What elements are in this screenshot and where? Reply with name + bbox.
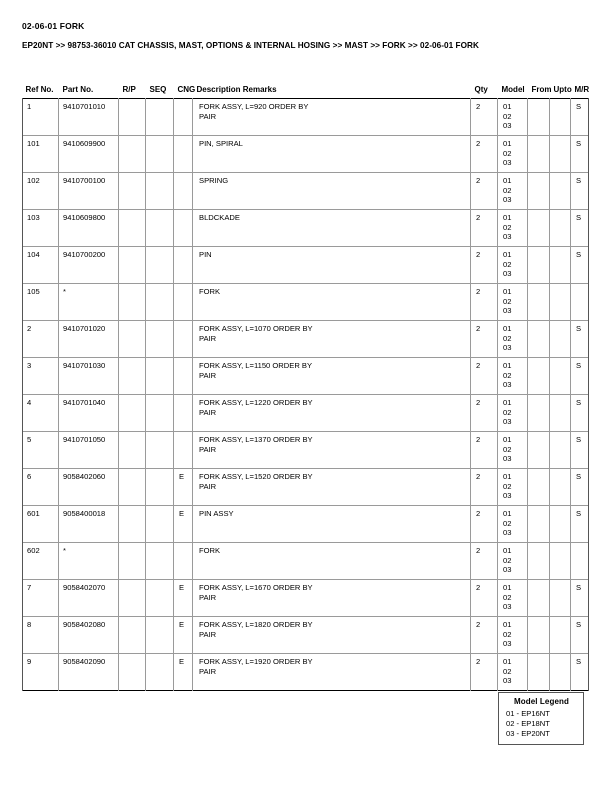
cell-upto <box>550 173 571 210</box>
cell-ref: 104 <box>23 247 59 284</box>
column-header-rp: R/P <box>122 85 136 94</box>
model-line: 01 <box>503 472 512 481</box>
model-line: 01 <box>503 250 512 259</box>
model-line: 01 <box>503 657 512 666</box>
table-row[interactable] <box>23 173 589 210</box>
model-line: 02 <box>503 518 512 528</box>
cell-cng <box>174 284 193 321</box>
cell-ref: 101 <box>23 136 59 173</box>
table-row[interactable] <box>23 617 589 654</box>
model-line: 03 <box>503 121 512 131</box>
cell-from <box>528 210 550 247</box>
cell-rp <box>119 580 146 617</box>
cell-seq <box>146 654 174 691</box>
cell-cng <box>174 247 193 284</box>
table-body <box>23 99 589 691</box>
cell-seq <box>146 247 174 284</box>
model-line: 02 <box>503 333 512 343</box>
model-line: 03 <box>503 676 512 686</box>
table-row[interactable] <box>23 506 589 543</box>
cell-upto <box>550 580 571 617</box>
table-row[interactable] <box>23 432 589 469</box>
desc-line: FORK <box>199 287 221 296</box>
cell-qty: 2 <box>471 432 498 469</box>
cell-mr: S <box>571 580 589 617</box>
model-line: 03 <box>503 454 512 464</box>
model-line: 03 <box>503 417 512 427</box>
cell-ref: 9 <box>23 654 59 691</box>
cell-ref: 4 <box>23 395 59 432</box>
cell-seq <box>146 432 174 469</box>
cell-mr: S <box>571 617 589 654</box>
cell-seq <box>146 173 174 210</box>
cell-rp <box>119 543 146 580</box>
model-line: 03 <box>503 491 512 501</box>
desc-line: PAIR <box>199 407 217 417</box>
cell-cng <box>174 358 193 395</box>
cell-seq <box>146 506 174 543</box>
table-row[interactable] <box>23 469 589 506</box>
cell-upto <box>550 358 571 395</box>
cell-model <box>498 210 528 247</box>
cell-part: 9410609800 <box>59 210 119 247</box>
cell-from <box>528 506 550 543</box>
table-row[interactable] <box>23 654 589 691</box>
cell-from <box>528 617 550 654</box>
cell-upto <box>550 617 571 654</box>
cell-mr: S <box>571 432 589 469</box>
desc-line: PAIR <box>199 592 217 602</box>
model-line: 01 <box>503 546 512 555</box>
cell-part: 9410701010 <box>59 99 119 136</box>
cell-desc <box>193 210 471 247</box>
cell-model <box>498 617 528 654</box>
cell-qty: 2 <box>471 210 498 247</box>
cell-cng: E <box>174 617 193 654</box>
model-legend-item: 02 - EP18NT <box>506 719 550 728</box>
model-line: 01 <box>503 324 512 333</box>
desc-line: FORK ASSY, L=1520 ORDER BY <box>199 472 313 481</box>
table-header <box>23 85 589 99</box>
cell-desc <box>193 543 471 580</box>
desc-line: FORK ASSY, L=1070 ORDER BY <box>199 324 313 333</box>
model-legend-title: Model Legend <box>514 697 569 706</box>
cell-cng <box>174 173 193 210</box>
cell-model <box>498 469 528 506</box>
cell-upto <box>550 506 571 543</box>
cell-upto <box>550 247 571 284</box>
cell-cng <box>174 99 193 136</box>
cell-seq <box>146 358 174 395</box>
cell-cng <box>174 321 193 358</box>
cell-ref: 3 <box>23 358 59 395</box>
cell-qty: 2 <box>471 247 498 284</box>
cell-from <box>528 136 550 173</box>
table-row[interactable] <box>23 395 589 432</box>
cell-qty: 2 <box>471 321 498 358</box>
cell-from <box>528 543 550 580</box>
cell-desc <box>193 284 471 321</box>
model-line: 01 <box>503 102 512 111</box>
cell-seq <box>146 580 174 617</box>
model-line: 02 <box>503 148 512 158</box>
cell-cng <box>174 432 193 469</box>
model-line: 03 <box>503 232 512 242</box>
cell-from <box>528 580 550 617</box>
desc-line: FORK ASSY, L=1670 ORDER BY <box>199 583 313 592</box>
cell-part: * <box>59 284 119 321</box>
column-header-ref: Ref No. <box>25 85 54 94</box>
cell-qty: 2 <box>471 654 498 691</box>
model-line: 02 <box>503 481 512 491</box>
cell-qty: 2 <box>471 469 498 506</box>
cell-seq <box>146 321 174 358</box>
model-line: 02 <box>503 111 512 121</box>
cell-rp <box>119 506 146 543</box>
cell-from <box>528 395 550 432</box>
cell-desc <box>193 173 471 210</box>
cell-model <box>498 358 528 395</box>
cell-ref: 8 <box>23 617 59 654</box>
cell-qty: 2 <box>471 358 498 395</box>
cell-ref: 105 <box>23 284 59 321</box>
parts-table <box>22 85 589 691</box>
model-line: 02 <box>503 629 512 639</box>
desc-line: FORK <box>199 546 221 555</box>
cell-part: 9410700200 <box>59 247 119 284</box>
desc-line: PAIR <box>199 481 217 491</box>
cell-model <box>498 506 528 543</box>
cell-desc <box>193 358 471 395</box>
model-legend-item: 01 - EP16NT <box>506 709 550 718</box>
model-line: 01 <box>503 509 512 518</box>
cell-qty: 2 <box>471 543 498 580</box>
cell-mr: S <box>571 136 589 173</box>
desc-line: PAIR <box>199 111 217 121</box>
cell-part: 9410701050 <box>59 432 119 469</box>
cell-upto <box>550 210 571 247</box>
page-title: 02-06-01 FORK <box>22 21 85 31</box>
table-row[interactable] <box>23 136 589 173</box>
desc-line: PAIR <box>199 629 217 639</box>
cell-qty: 2 <box>471 580 498 617</box>
cell-from <box>528 173 550 210</box>
cell-part: 9410700100 <box>59 173 119 210</box>
cell-mr: S <box>571 99 589 136</box>
cell-cng <box>174 136 193 173</box>
cell-upto <box>550 99 571 136</box>
cell-qty: 2 <box>471 284 498 321</box>
cell-ref: 103 <box>23 210 59 247</box>
model-line: 01 <box>503 176 512 185</box>
desc-line: PAIR <box>199 333 217 343</box>
model-line: 03 <box>503 306 512 316</box>
model-line: 02 <box>503 555 512 565</box>
model-line: 01 <box>503 435 512 444</box>
cell-part: 9058402070 <box>59 580 119 617</box>
desc-line: PIN <box>199 250 212 259</box>
model-line: 02 <box>503 444 512 454</box>
cell-seq <box>146 99 174 136</box>
model-line: 01 <box>503 620 512 629</box>
desc-line: PIN, SPIRAL <box>199 139 243 148</box>
cell-part: * <box>59 543 119 580</box>
model-line: 01 <box>503 213 512 222</box>
cell-desc <box>193 432 471 469</box>
cell-upto <box>550 543 571 580</box>
cell-rp <box>119 99 146 136</box>
table-header-row <box>23 85 589 99</box>
column-header-upto: Upto <box>553 85 572 94</box>
table-row[interactable] <box>23 210 589 247</box>
model-line: 02 <box>503 185 512 195</box>
cell-desc <box>193 99 471 136</box>
cell-cng <box>174 543 193 580</box>
cell-model <box>498 136 528 173</box>
cell-model <box>498 321 528 358</box>
column-header-mr: M/R <box>574 85 590 94</box>
cell-model <box>498 654 528 691</box>
table-row[interactable] <box>23 543 589 580</box>
cell-seq <box>146 543 174 580</box>
model-line: 02 <box>503 666 512 676</box>
cell-upto <box>550 321 571 358</box>
cell-seq <box>146 395 174 432</box>
model-line: 03 <box>503 195 512 205</box>
table-row[interactable] <box>23 321 589 358</box>
model-line: 03 <box>503 602 512 612</box>
cell-from <box>528 321 550 358</box>
cell-ref: 5 <box>23 432 59 469</box>
desc-line: BLDCKADE <box>199 213 240 222</box>
cell-model <box>498 395 528 432</box>
cell-ref: 602 <box>23 543 59 580</box>
model-line: 03 <box>503 343 512 353</box>
model-line: 03 <box>503 565 512 575</box>
desc-line: FORK ASSY, L=920 ORDER BY <box>199 102 309 111</box>
cell-rp <box>119 284 146 321</box>
model-line: 01 <box>503 583 512 592</box>
cell-rp <box>119 136 146 173</box>
model-line: 03 <box>503 269 512 279</box>
cell-cng: E <box>174 580 193 617</box>
cell-desc <box>193 136 471 173</box>
cell-rp <box>119 358 146 395</box>
cell-model <box>498 432 528 469</box>
cell-upto <box>550 284 571 321</box>
cell-model <box>498 173 528 210</box>
cell-from <box>528 654 550 691</box>
cell-mr: S <box>571 395 589 432</box>
model-line: 03 <box>503 639 512 649</box>
cell-desc <box>193 321 471 358</box>
cell-ref: 102 <box>23 173 59 210</box>
cell-qty: 2 <box>471 506 498 543</box>
cell-part: 9410701020 <box>59 321 119 358</box>
cell-mr: S <box>571 210 589 247</box>
cell-ref: 2 <box>23 321 59 358</box>
cell-cng: E <box>174 506 193 543</box>
breadcrumb: EP20NT >> 98753-36010 CAT CHASSIS, MAST, OPTIONS & INTERNAL HOSING >> MAST >> FORK >> 02-06-01 FORK <box>22 41 479 50</box>
cell-part: 9058400018 <box>59 506 119 543</box>
cell-desc <box>193 580 471 617</box>
model-legend <box>498 692 584 745</box>
cell-qty: 2 <box>471 617 498 654</box>
cell-rp <box>119 654 146 691</box>
model-line: 02 <box>503 296 512 306</box>
cell-qty: 2 <box>471 99 498 136</box>
cell-ref: 1 <box>23 99 59 136</box>
model-line: 02 <box>503 592 512 602</box>
cell-seq <box>146 617 174 654</box>
cell-rp <box>119 247 146 284</box>
column-header-part: Part No. <box>62 85 94 94</box>
model-legend-item: 03 - EP20NT <box>506 729 550 738</box>
cell-desc <box>193 469 471 506</box>
cell-from <box>528 284 550 321</box>
cell-upto <box>550 136 571 173</box>
cell-model <box>498 543 528 580</box>
desc-line: SPRING <box>199 176 229 185</box>
cell-desc <box>193 506 471 543</box>
cell-desc <box>193 395 471 432</box>
desc-line: FORK ASSY, L=1150 ORDER BY <box>199 361 313 370</box>
cell-from <box>528 432 550 469</box>
desc-line: FORK ASSY, L=1220 ORDER BY <box>199 398 313 407</box>
table-row[interactable] <box>23 99 589 136</box>
cell-from <box>528 469 550 506</box>
model-line: 01 <box>503 139 512 148</box>
cell-cng <box>174 395 193 432</box>
cell-model <box>498 284 528 321</box>
cell-rp <box>119 173 146 210</box>
column-header-cng: CNG <box>177 85 196 94</box>
model-line: 01 <box>503 361 512 370</box>
cell-rp <box>119 469 146 506</box>
cell-rp <box>119 395 146 432</box>
model-line: 03 <box>503 528 512 538</box>
desc-line: FORK ASSY, L=1820 ORDER BY <box>199 620 313 629</box>
cell-seq <box>146 210 174 247</box>
cell-mr: S <box>571 173 589 210</box>
desc-line: PAIR <box>199 370 217 380</box>
cell-upto <box>550 432 571 469</box>
desc-line: PAIR <box>199 666 217 676</box>
cell-ref: 601 <box>23 506 59 543</box>
cell-mr <box>571 543 589 580</box>
cell-mr <box>571 284 589 321</box>
table-row[interactable] <box>23 358 589 395</box>
model-line: 01 <box>503 398 512 407</box>
model-legend-items <box>506 709 577 739</box>
desc-line: PIN ASSY <box>199 509 234 518</box>
cell-mr: S <box>571 321 589 358</box>
model-line: 02 <box>503 370 512 380</box>
cell-cng: E <box>174 469 193 506</box>
model-line: 01 <box>503 287 512 296</box>
model-line: 03 <box>503 380 512 390</box>
cell-desc <box>193 617 471 654</box>
column-header-model: Model <box>501 85 525 94</box>
cell-model <box>498 99 528 136</box>
cell-part: 9058402090 <box>59 654 119 691</box>
cell-mr: S <box>571 654 589 691</box>
cell-part: 9410609900 <box>59 136 119 173</box>
cell-part: 9058402080 <box>59 617 119 654</box>
cell-mr: S <box>571 247 589 284</box>
cell-seq <box>146 136 174 173</box>
cell-from <box>528 247 550 284</box>
cell-cng <box>174 210 193 247</box>
column-header-seq: SEQ <box>149 85 167 94</box>
cell-qty: 2 <box>471 136 498 173</box>
cell-seq <box>146 469 174 506</box>
cell-part: 9410701040 <box>59 395 119 432</box>
cell-seq <box>146 284 174 321</box>
cell-upto <box>550 469 571 506</box>
desc-line: FORK ASSY, L=1920 ORDER BY <box>199 657 313 666</box>
cell-rp <box>119 321 146 358</box>
cell-model <box>498 247 528 284</box>
column-header-from: From <box>531 85 552 94</box>
cell-rp <box>119 432 146 469</box>
cell-rp <box>119 617 146 654</box>
cell-mr: S <box>571 469 589 506</box>
cell-qty: 2 <box>471 173 498 210</box>
cell-upto <box>550 395 571 432</box>
cell-ref: 7 <box>23 580 59 617</box>
cell-rp <box>119 210 146 247</box>
desc-line: FORK ASSY, L=1370 ORDER BY <box>199 435 313 444</box>
cell-upto <box>550 654 571 691</box>
cell-from <box>528 99 550 136</box>
column-header-desc: Description Remarks <box>196 85 277 94</box>
cell-desc <box>193 654 471 691</box>
model-line: 02 <box>503 259 512 269</box>
cell-from <box>528 358 550 395</box>
column-header-qty: Qty <box>474 85 488 94</box>
model-line: 02 <box>503 222 512 232</box>
cell-model <box>498 580 528 617</box>
cell-part: 9410701030 <box>59 358 119 395</box>
table-row[interactable] <box>23 580 589 617</box>
cell-desc <box>193 247 471 284</box>
table-row[interactable] <box>23 247 589 284</box>
model-line: 03 <box>503 158 512 168</box>
cell-ref: 6 <box>23 469 59 506</box>
cell-part: 9058402060 <box>59 469 119 506</box>
cell-mr: S <box>571 358 589 395</box>
cell-mr: S <box>571 506 589 543</box>
cell-qty: 2 <box>471 395 498 432</box>
cell-cng: E <box>174 654 193 691</box>
table-row[interactable] <box>23 284 589 321</box>
model-line: 02 <box>503 407 512 417</box>
desc-line: PAIR <box>199 444 217 454</box>
